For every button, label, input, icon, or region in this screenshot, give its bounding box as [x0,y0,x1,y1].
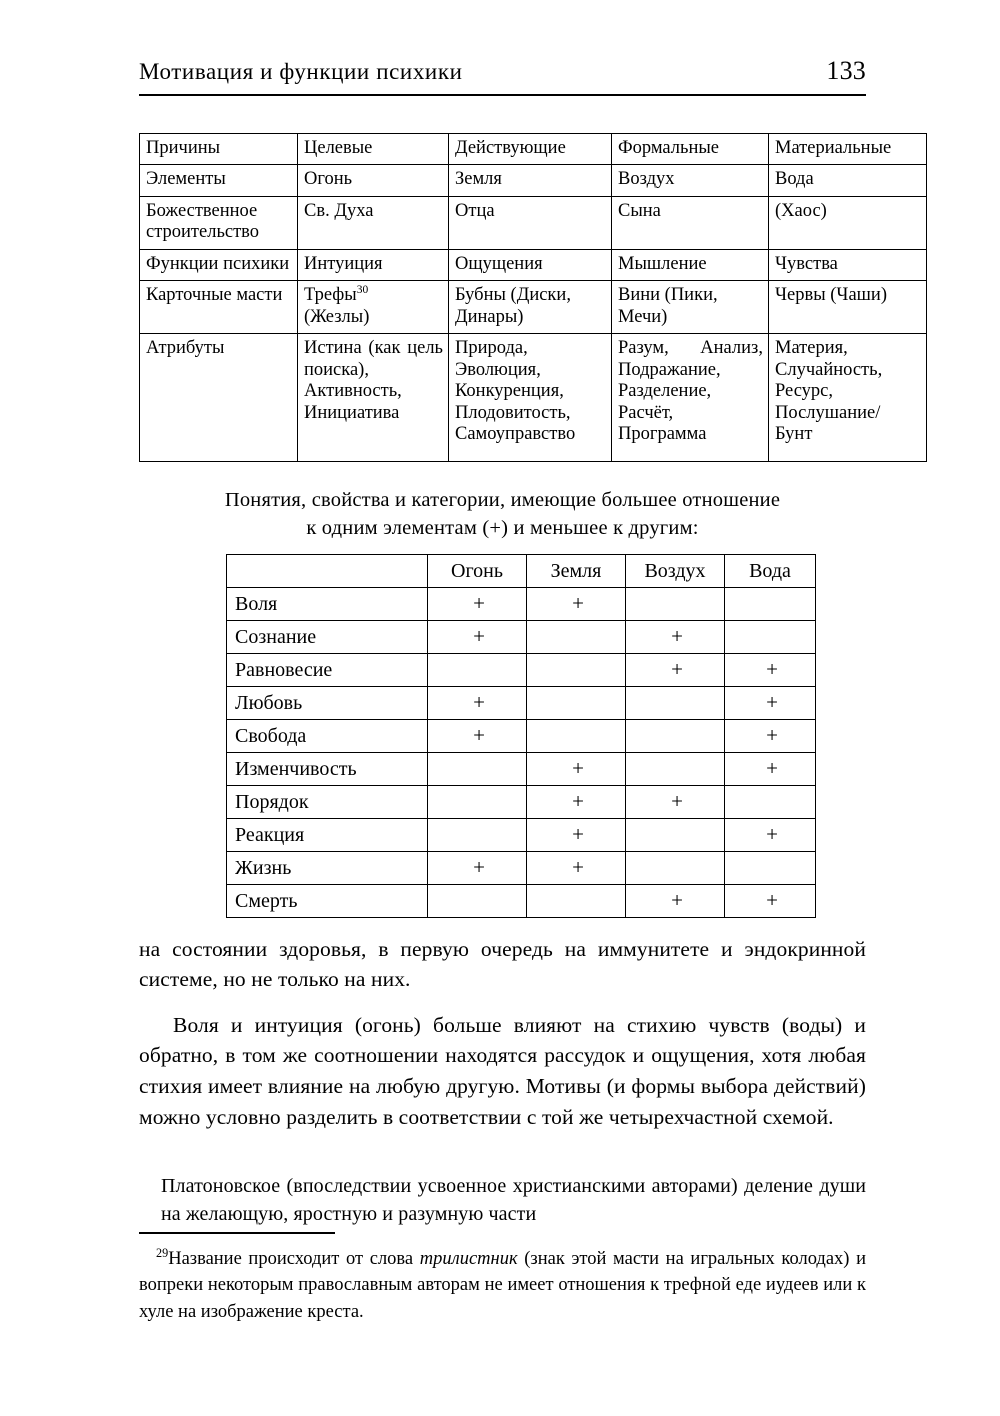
cell-value: Чувства [769,249,927,280]
row-label-elements: Элементы [140,165,298,196]
affinity-empty-cell [626,852,725,885]
affinity-mark-cell [725,885,816,918]
table-row [140,196,927,249]
paragraph-will-intuition: Воля и интуиция (огонь) больше влияют на стихию чувств (воды) и обратно, в том же соотношении находятся рассудок и ощущения, хотя любая стихия имеет влияние на любую другую. Мотивы (и формы выбора действий) можно условно разделить в соответствии с той же четырехчастной схемой. [139,1012,866,1130]
affinity-empty-cell [527,885,626,918]
cell-value: Сына [612,196,769,249]
affinity-mark-cell [527,786,626,819]
cell-value: Вода [769,165,927,196]
affinity-empty-cell [428,654,527,687]
affinity-empty-cell [428,786,527,819]
plus-mark: + [671,623,683,648]
affinity-mark-cell [527,753,626,786]
cell-value: Природа, Эволюция, Конкуренция, Плодовитость, Самоуправство [449,334,612,462]
plus-mark: + [473,590,485,615]
table-header-formal: Формальные [612,134,769,165]
affinity-empty-cell [626,687,725,720]
table-row [227,819,816,852]
cell-value: Огонь [298,165,449,196]
affinity-column-header: Огонь [428,555,527,588]
page-number: 133 [826,56,866,85]
plus-mark: + [572,821,584,846]
affinity-mark-cell [626,621,725,654]
affinity-mark-cell [527,588,626,621]
cell-value: Истина (как цель поиска), Активность, Инициатива [298,334,449,462]
plus-mark: + [766,722,778,747]
affinity-empty-cell [725,621,816,654]
affinity-empty-cell [527,720,626,753]
affinity-mark-cell [725,753,816,786]
affinity-mark-cell [428,588,527,621]
cell-value: Мышление [612,249,769,280]
cell-value: Земля [449,165,612,196]
affinity-column-header: Земля [527,555,626,588]
cell-value: (Хаос) [769,196,927,249]
table-row [140,281,927,334]
affinity-empty-cell [527,654,626,687]
affinity-table [226,554,816,918]
table-row [227,588,816,621]
table-row [227,786,816,819]
plus-mark: + [766,821,778,846]
table-row [227,753,816,786]
row-label-attributes: Атрибуты [140,334,298,462]
plus-mark: + [766,887,778,912]
caption-line-1: Понятия, свойства и категории, имеющие большее отношение [224,489,781,511]
affinity-mark-cell [428,852,527,885]
row-label-psyche-functions: Функции психики [140,249,298,280]
running-head-title: Мотивация и функции психики [139,59,463,84]
affinity-empty-cell [428,885,527,918]
footnote-italic-term: трилистник [419,1249,518,1269]
plus-mark: + [766,689,778,714]
affinity-empty-cell [725,588,816,621]
affinity-mark-cell [626,654,725,687]
row-label-divine-building: Божественное строительство [140,196,298,249]
affinity-row-label: Смерть [227,885,428,918]
affinity-row-label: Равновесие [227,654,428,687]
table-header-efficient: Действующие [449,134,612,165]
paragraph-plato: Платоновское (впоследствии усвоенное христианскими авторами) деление души на желающую, яростную и разумную части [161,1175,866,1226]
affinity-row-label: Порядок [227,786,428,819]
cell-value: Вини (Пики, Мечи) [612,281,769,334]
footnote-ref-30: 30 [356,284,369,297]
cell-value: Св. Духа [298,196,449,249]
cell-value: Материя, Случайность, Ресурс, Послушание/ Бунт [769,334,927,462]
affinity-row-label: Реакция [227,819,428,852]
plus-mark: + [572,755,584,780]
running-head [139,56,866,86]
footnote-29 [139,1246,866,1325]
affinity-row-label: Изменчивость [227,753,428,786]
affinity-mark-cell [626,786,725,819]
affinity-mark-cell [428,621,527,654]
affinity-mark-cell [725,654,816,687]
cell-value: Червы (Чаши) [769,281,927,334]
clubs-main: Трефы [304,285,357,306]
affinity-mark-cell [527,852,626,885]
footnote-text-before: Название происходит от слова [168,1249,420,1269]
plus-mark: + [671,887,683,912]
affinity-empty-cell [626,720,725,753]
table-row [140,165,927,196]
cell-value: Интуиция [298,249,449,280]
affinity-corner-cell [227,555,428,588]
plus-mark: + [473,722,485,747]
footnote-text-after: (знак этой масти на игральных колодах) и вопреки некоторым православным авторам не имеет отношения к трефной еде иудеев или к хуле на изображение креста. [139,1249,866,1322]
table-header-cause: Причины [140,134,298,165]
plus-mark: + [671,788,683,813]
plus-mark: + [572,788,584,813]
clubs-alt: (Жезлы) [304,306,370,327]
cell-value: Воздух [612,165,769,196]
table-row [227,687,816,720]
affinity-row-label: Свобода [227,720,428,753]
row-label-card-suits: Карточные масти [140,281,298,334]
affinity-mark-cell [725,819,816,852]
affinity-empty-cell [626,588,725,621]
footnote-separator [139,1232,335,1234]
cell-value-clubs [298,281,449,334]
causes-table [139,133,927,462]
affinity-empty-cell [428,753,527,786]
table-header-target: Целевые [298,134,449,165]
table-row-header [227,555,816,588]
plus-mark: + [766,656,778,681]
plus-mark: + [671,656,683,681]
affinity-row-label: Любовь [227,687,428,720]
affinity-empty-cell [626,753,725,786]
table-header-material: Материальные [769,134,927,165]
footnote-marker: 29 [156,1245,169,1260]
table-row [227,885,816,918]
affinity-mark-cell [527,819,626,852]
affinity-empty-cell [725,786,816,819]
affinity-empty-cell [527,687,626,720]
affinity-empty-cell [527,621,626,654]
affinity-row-label: Жизнь [227,852,428,885]
affinity-mark-cell [725,720,816,753]
cell-value: Отца [449,196,612,249]
affinity-mark-cell [428,720,527,753]
table-row [227,720,816,753]
affinity-table-caption [139,487,866,543]
paragraph-continuation: на состоянии здоровья, в первую очередь на иммунитете и эндокринной системе, но не только на них. [139,936,866,992]
affinity-mark-cell [725,687,816,720]
affinity-column-header: Вода [725,555,816,588]
affinity-empty-cell [428,819,527,852]
cell-value: Разум, Анализ, Подражание, Разделение, Расчёт, Программа [612,334,769,462]
table-row [140,334,927,462]
affinity-empty-cell [725,852,816,885]
caption-line-2: к одним элементам (+) и меньшее к другим: [306,516,699,539]
cell-value: Бубны (Диски, Динары) [449,281,612,334]
header-rule [139,94,866,96]
plus-mark: + [766,755,778,780]
table-row [227,654,816,687]
plus-mark: + [473,854,485,879]
table-row [227,621,816,654]
table-row-header [140,134,927,165]
plus-mark: + [473,689,485,714]
affinity-row-label: Воля [227,588,428,621]
affinity-column-header: Воздух [626,555,725,588]
plus-mark: + [572,590,584,615]
table-row [140,249,927,280]
table-row [227,852,816,885]
affinity-empty-cell [626,819,725,852]
plus-mark: + [473,623,485,648]
cell-value: Ощущения [449,249,612,280]
plus-mark: + [572,854,584,879]
affinity-mark-cell [428,687,527,720]
affinity-mark-cell [626,885,725,918]
affinity-row-label: Сознание [227,621,428,654]
